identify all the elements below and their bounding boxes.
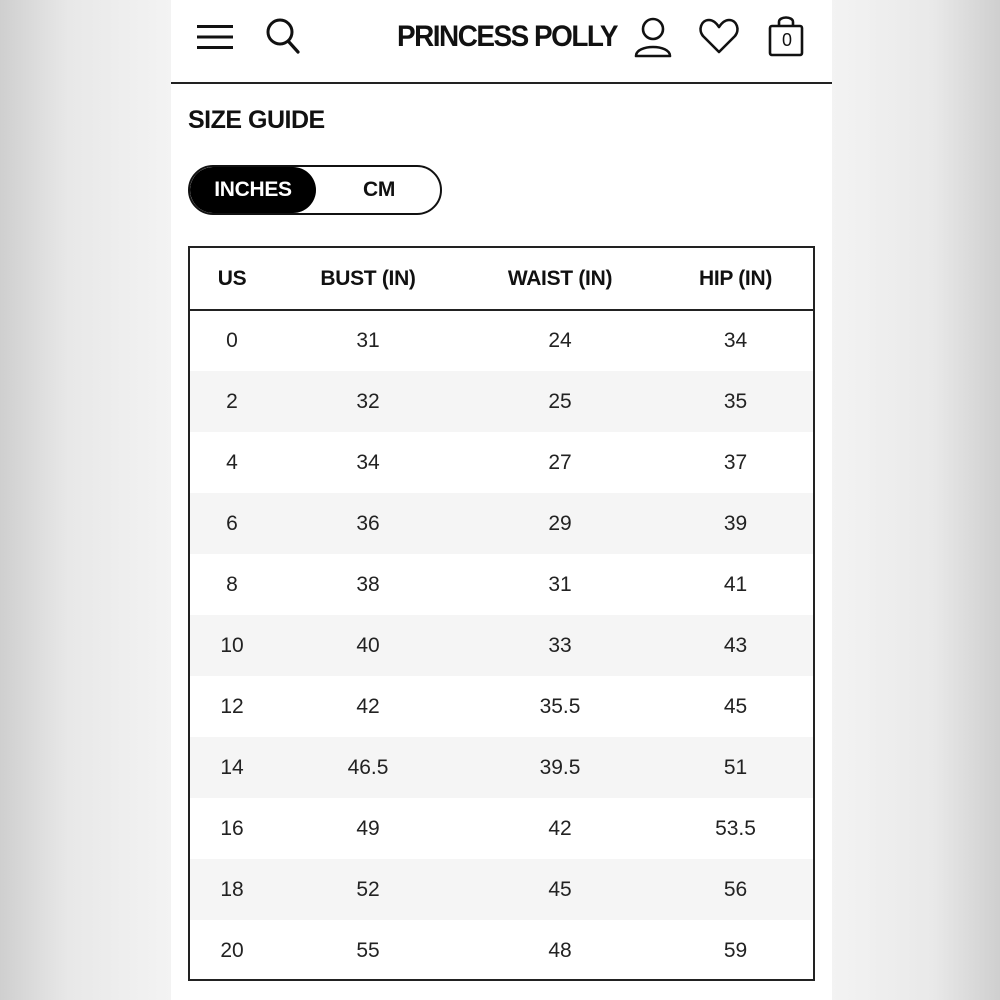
cell-bust: 40 xyxy=(356,633,380,657)
account-icon[interactable] xyxy=(633,16,673,58)
cell-waist: 25 xyxy=(548,389,572,413)
cell-hip: 43 xyxy=(723,633,748,657)
cell-hip: 59 xyxy=(723,938,748,962)
table-row xyxy=(190,798,813,859)
cell-bust: 34 xyxy=(356,450,380,474)
menu-icon[interactable] xyxy=(197,23,233,51)
unit-option-cm[interactable]: CM xyxy=(362,178,396,201)
cell-us: 2 xyxy=(226,389,238,413)
cell-us: 16 xyxy=(220,816,244,840)
cell-bust: 31 xyxy=(356,329,380,352)
cell-waist: 39.5 xyxy=(539,755,581,779)
cell-us: 18 xyxy=(220,877,244,901)
table-row xyxy=(190,737,813,798)
site-header xyxy=(171,0,832,84)
cell-waist: 27 xyxy=(548,450,572,474)
cell-us: 20 xyxy=(220,938,244,962)
cell-bust: 46.5 xyxy=(347,755,389,779)
cell-bust: 55 xyxy=(356,938,380,962)
cell-bust: 32 xyxy=(356,389,380,413)
table-row xyxy=(190,554,813,615)
column-header-us: US xyxy=(190,248,274,310)
cell-bust: 49 xyxy=(356,816,380,840)
cell-us: 8 xyxy=(226,572,238,596)
column-header-hip: HIP (IN) xyxy=(658,248,813,310)
table-row xyxy=(190,676,813,737)
table-row xyxy=(190,493,813,554)
cell-waist: 31 xyxy=(548,572,572,596)
table-row xyxy=(190,920,813,981)
cell-hip: 39 xyxy=(723,511,748,535)
cell-bust: 36 xyxy=(356,511,380,535)
table-row xyxy=(190,371,813,432)
table-header-row xyxy=(190,248,813,310)
cell-waist: 24 xyxy=(548,329,572,352)
cell-hip: 35 xyxy=(723,389,748,413)
brand-logo[interactable]: PRINCESS POLLY xyxy=(397,20,618,53)
cell-bust: 42 xyxy=(356,694,380,718)
unit-toggle xyxy=(188,165,442,215)
cell-bust: 52 xyxy=(356,877,380,901)
page-title: SIZE GUIDE xyxy=(188,106,325,134)
cell-hip: 56 xyxy=(723,877,748,901)
cell-waist: 35.5 xyxy=(539,694,581,718)
heart-icon[interactable] xyxy=(698,17,740,55)
cell-hip: 45 xyxy=(723,694,748,718)
cell-hip: 53.5 xyxy=(715,816,756,840)
cell-us: 10 xyxy=(220,633,244,657)
background-right xyxy=(832,0,1000,1000)
cell-waist: 48 xyxy=(548,938,572,962)
phone-screen xyxy=(171,0,832,1000)
size-table xyxy=(188,246,815,981)
cell-bust: 38 xyxy=(356,572,380,596)
cell-waist: 42 xyxy=(548,816,572,840)
cell-waist: 45 xyxy=(548,877,572,901)
search-icon[interactable] xyxy=(265,17,301,55)
cell-waist: 29 xyxy=(548,511,572,535)
table-row xyxy=(190,615,813,676)
cell-hip: 34 xyxy=(723,329,748,352)
cell-hip: 37 xyxy=(723,450,748,474)
table-row xyxy=(190,310,813,371)
cell-us: 14 xyxy=(220,755,244,779)
cell-us: 6 xyxy=(226,511,238,535)
table-row xyxy=(190,432,813,493)
column-header-bust: BUST (IN) xyxy=(274,248,462,310)
unit-option-inches[interactable]: INCHES xyxy=(190,167,316,213)
table-row xyxy=(190,859,813,920)
cell-hip: 51 xyxy=(723,755,748,779)
cell-us: 12 xyxy=(220,694,244,718)
column-header-waist: WAIST (IN) xyxy=(462,248,658,310)
cell-us: 0 xyxy=(226,329,238,352)
background-left xyxy=(0,0,171,1000)
cell-us: 4 xyxy=(226,450,238,474)
cell-hip: 41 xyxy=(723,572,748,596)
cell-waist: 33 xyxy=(548,633,572,657)
bag-count: 0 xyxy=(781,30,792,50)
